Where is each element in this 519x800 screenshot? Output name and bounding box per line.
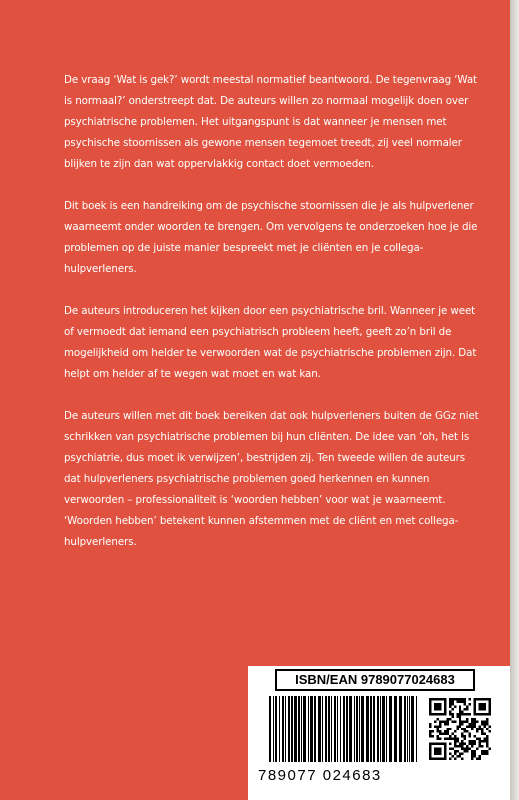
paragraph-3: De auteurs introduceren het kijken door een psychiatrische bril. Wanneer je weet of vermoedt dat iemand een psychiatrisch probleem heeft, geeft zo’n bril de mogelijkheid om helder te verwoorden wat de psychiatrische problemen zijn. Dat helpt om helder af te wegen wat moet en wat kan. [64,305,477,380]
paragraph-2: Dit boek is een handreiking om de psychische stoornissen die je als hulpverlener waarneemt onder woorden te brengen. Om vervolgens te onderzoeken hoe je die problemen op de juiste manier bespreekt met je cliënten en je collega-hulpverleners. [64,200,478,275]
isbn-text: ISBN/EAN 9789077024683 [275,669,475,691]
barcode-label [248,666,510,800]
blurb-text [64,70,484,574]
page-edge [510,0,519,800]
paragraph-4: De auteurs willen met dit boek bereiken dat ook hulpverleners buiten de GGz niet schrikken van psychiatrische problemen bij hun cliënten. De idee van ‘oh, het is psychiatrie, dus moet ik verwijzen’, bestrijden zij. Ten tweede willen de auteurs dat hulpverleners psychiatrische problemen goed herkennen en kunnen verwoorden – professionaliteit is ‘woorden hebben’ voor wat je waarneemt. ‘Woorden hebben’ betekent kunnen afstemmen met de cliënt en met collega-hulpverleners. [64,410,479,548]
barcode-digits: 789077 024683 [258,767,382,784]
paragraph-1: De vraag ‘Wat is gek?’ wordt meestal normatief beantwoord. De tegenvraag ‘Wat is normaal?’ onderstreept dat. De auteurs willen zo normaal mogelijk doen over psychiatrische problemen. Het uitgangspunt is dat wanneer je mensen met psychische stoornissen als gewone mensen tegemoet treedt, zij veel normaler blijken te zijn dan wat oppervlakkig contact doet vermoeden. [64,74,477,170]
qr-code-icon [429,698,491,760]
barcode-icon [269,696,419,762]
